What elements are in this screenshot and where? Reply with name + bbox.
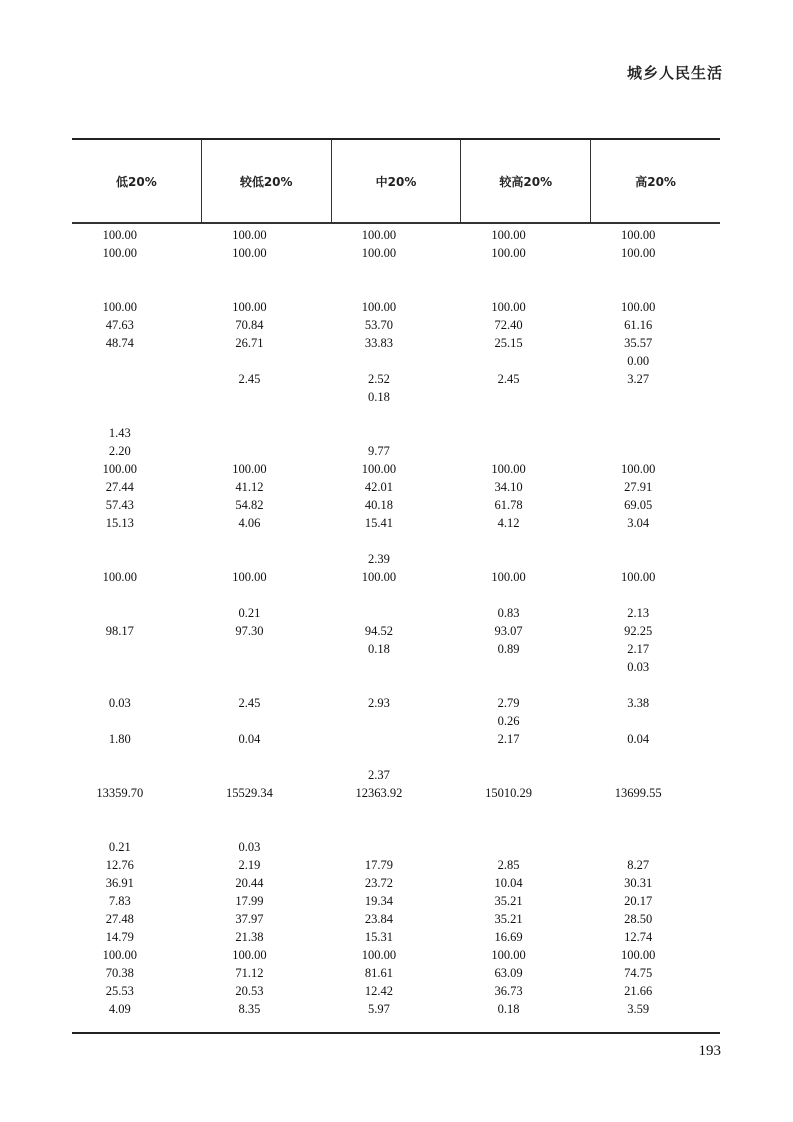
table-row — [72, 928, 720, 946]
table-cell: 100.00 — [232, 462, 267, 476]
table-cell: 17.79 — [364, 858, 394, 872]
table-cell: 20.17 — [624, 894, 653, 908]
table-row — [72, 730, 720, 748]
table-cell — [202, 712, 332, 730]
table-cell: 100.00 — [102, 228, 137, 242]
table-cell: 2.37 — [368, 768, 390, 782]
table-cell: 0.83 — [497, 606, 520, 620]
table-cell: 2.45 — [238, 372, 261, 386]
table-cell: 100.00 — [491, 948, 526, 962]
table-cell: 25.53 — [105, 984, 134, 998]
table-row — [72, 352, 720, 370]
column-header-high-20: 高20% — [635, 174, 676, 189]
table-cell: 15.41 — [364, 516, 394, 530]
table-cell: 12.42 — [364, 984, 394, 998]
table-cell: 0.00 — [627, 354, 650, 368]
table-cell: 4.06 — [238, 516, 261, 530]
table-cell: 2.17 — [627, 642, 650, 656]
table-cell: 2.45 — [497, 372, 520, 386]
table-cell: 100.00 — [491, 228, 526, 242]
table-cell — [202, 766, 332, 784]
table-cell: 100.00 — [102, 462, 137, 476]
table-cell — [331, 424, 461, 442]
page-number: 193 — [698, 1043, 721, 1059]
table-cell — [72, 712, 202, 730]
table-cell: 48.74 — [105, 336, 134, 350]
table-cell: 61.16 — [624, 318, 653, 332]
table-row — [72, 640, 720, 658]
table-cell: 0.04 — [627, 732, 650, 746]
table-cell: 23.84 — [364, 912, 394, 926]
table-cell: 12.74 — [624, 930, 653, 944]
table-cell: 100.00 — [102, 948, 137, 962]
table-row — [72, 604, 720, 622]
table-row — [72, 316, 720, 334]
table-cell: 0.18 — [497, 1002, 520, 1016]
table-cell: 100.00 — [232, 948, 267, 962]
table-row — [72, 658, 720, 676]
table-row — [72, 460, 720, 478]
table-cell — [202, 442, 332, 460]
table-cell — [331, 658, 461, 676]
table-row — [72, 334, 720, 352]
table-cell: 15.31 — [364, 930, 394, 944]
table-cell: 8.27 — [627, 858, 650, 872]
table-cell: 7.83 — [108, 894, 131, 908]
table-cell: 70.38 — [105, 966, 134, 980]
table-cell — [331, 838, 461, 856]
table-cell: 100.00 — [620, 462, 656, 476]
table-cell — [590, 766, 720, 784]
table-cell: 3.04 — [627, 516, 650, 530]
table-cell: 100.00 — [491, 300, 526, 314]
table-cell: 71.12 — [235, 966, 264, 980]
table-cell: 100.00 — [620, 228, 656, 242]
table-cell — [590, 442, 720, 460]
table-cell: 15.13 — [105, 516, 134, 530]
table-cell: 100.00 — [102, 246, 137, 260]
table-row — [72, 766, 720, 784]
table-cell: 100.00 — [361, 570, 397, 584]
table-cell: 35.57 — [624, 336, 653, 350]
table-cell: 93.07 — [494, 624, 523, 638]
table-cell: 70.84 — [235, 318, 264, 332]
table-cell: 27.48 — [105, 912, 134, 926]
table-cell — [461, 838, 591, 856]
table-cell — [72, 604, 202, 622]
table-cell — [72, 640, 202, 658]
table-cell: 100.00 — [232, 570, 267, 584]
table-cell: 13359.70 — [96, 786, 144, 800]
table-cell: 3.59 — [627, 1002, 650, 1016]
table-cell: 0.03 — [108, 696, 131, 710]
table-cell: 100.00 — [102, 570, 137, 584]
table-row — [72, 910, 720, 928]
table-cell: 2.17 — [497, 732, 520, 746]
table-cell — [202, 352, 332, 370]
table-row — [72, 694, 720, 712]
table-cell: 42.01 — [364, 480, 394, 494]
table-cell: 0.18 — [368, 390, 390, 404]
table-cell: 100.00 — [620, 570, 656, 584]
table-cell: 27.44 — [105, 480, 134, 494]
table-row — [72, 226, 720, 244]
table-cell: 26.71 — [235, 336, 264, 350]
table-row — [72, 892, 720, 910]
table-cell: 0.03 — [238, 840, 261, 854]
table-cell: 2.52 — [368, 372, 390, 386]
table-cell: 20.53 — [235, 984, 264, 998]
table-cell — [331, 352, 461, 370]
table-cell: 100.00 — [102, 300, 137, 314]
table-cell: 100.00 — [491, 462, 526, 476]
table-row — [72, 568, 720, 586]
table-cell: 4.09 — [108, 1002, 131, 1016]
column-header-low-20: 低20% — [72, 140, 202, 222]
table-cell: 28.50 — [624, 912, 653, 926]
table-row — [72, 622, 720, 640]
table-cell: 2.39 — [368, 552, 390, 566]
table-cell: 9.77 — [368, 444, 390, 458]
table-cell: 100.00 — [361, 246, 397, 260]
table-cell — [202, 424, 332, 442]
table-cell: 81.61 — [364, 966, 394, 980]
table-cell: 27.91 — [624, 480, 653, 494]
table-cell: 63.09 — [494, 966, 523, 980]
column-header-middle-20: 中20% — [332, 140, 462, 222]
table-cell: 4.12 — [497, 516, 520, 530]
table-row — [72, 370, 720, 388]
table-cell: 100.00 — [232, 246, 267, 260]
table-cell — [590, 838, 720, 856]
table-cell: 61.78 — [494, 498, 523, 512]
table-cell: 0.89 — [497, 642, 520, 656]
table-cell — [590, 388, 720, 406]
table-cell: 21.66 — [624, 984, 653, 998]
table-cell: 92.25 — [624, 624, 653, 638]
table-cell: 2.93 — [368, 696, 390, 710]
table-cell: 15529.34 — [225, 786, 273, 800]
table-cell: 30.31 — [624, 876, 653, 890]
table-cell: 53.70 — [364, 318, 394, 332]
table-cell: 72.40 — [494, 318, 523, 332]
table-cell: 100.00 — [491, 570, 526, 584]
table-row — [72, 784, 720, 802]
table-cell — [72, 388, 202, 406]
table-cell — [331, 712, 461, 730]
table-cell — [461, 352, 591, 370]
table-cell: 40.18 — [364, 498, 394, 512]
table-cell — [331, 604, 461, 622]
table-cell: 36.91 — [105, 876, 134, 890]
table-cell: 100.00 — [361, 228, 397, 242]
table-cell — [202, 388, 332, 406]
table-cell — [461, 388, 591, 406]
table-row — [72, 838, 720, 856]
table-cell: 100.00 — [361, 300, 397, 314]
table-cell: 54.82 — [235, 498, 264, 512]
table-cell: 2.45 — [238, 696, 261, 710]
table-cell: 12.76 — [105, 858, 134, 872]
table-cell — [590, 424, 720, 442]
table-cell: 2.79 — [497, 696, 520, 710]
table-cell: 20.44 — [235, 876, 264, 890]
table-cell: 19.34 — [364, 894, 394, 908]
running-head: 城乡人民生活 — [626, 64, 723, 82]
table-cell: 1.80 — [108, 732, 131, 746]
table-cell: 100.00 — [232, 228, 267, 242]
data-table — [72, 138, 720, 1029]
table-cell: 21.38 — [235, 930, 264, 944]
table-cell — [72, 766, 202, 784]
table-cell — [72, 352, 202, 370]
table-cell: 2.85 — [497, 858, 520, 872]
table-cell — [72, 658, 202, 676]
table-body — [72, 224, 720, 1029]
table-cell — [590, 550, 720, 568]
table-cell — [461, 658, 591, 676]
table-cell — [461, 442, 591, 460]
table-cell: 0.26 — [497, 714, 520, 728]
table-cell: 16.69 — [494, 930, 523, 944]
table-cell: 0.21 — [238, 606, 261, 620]
table-cell: 35.21 — [494, 894, 523, 908]
table-cell: 69.05 — [624, 498, 653, 512]
table-row — [72, 982, 720, 1000]
table-cell: 25.15 — [494, 336, 523, 350]
table-row — [72, 856, 720, 874]
table-cell: 100.00 — [620, 948, 656, 962]
table-cell: 41.12 — [235, 480, 264, 494]
table-cell: 97.30 — [235, 624, 264, 638]
table-row — [72, 514, 720, 532]
table-row — [72, 388, 720, 406]
table-cell: 1.43 — [108, 426, 131, 440]
table-row — [72, 946, 720, 964]
table-cell: 14.79 — [105, 930, 134, 944]
table-cell: 100.00 — [620, 246, 656, 260]
table-cell: 94.52 — [364, 624, 394, 638]
table-cell: 15010.29 — [485, 786, 533, 800]
table-row — [72, 496, 720, 514]
table-row — [72, 442, 720, 460]
table-cell: 8.35 — [238, 1002, 261, 1016]
table-row — [72, 874, 720, 892]
table-row — [72, 478, 720, 496]
table-cell: 100.00 — [491, 246, 526, 260]
table-cell: 100.00 — [361, 948, 397, 962]
column-header-higher-20: 较高20% — [461, 140, 591, 222]
table-cell: 34.10 — [494, 480, 523, 494]
table-cell: 3.27 — [627, 372, 650, 386]
table-cell: 0.21 — [108, 840, 131, 854]
table-cell — [202, 658, 332, 676]
table-cell — [331, 730, 461, 748]
table-header-row — [72, 140, 720, 224]
table-cell: 0.18 — [368, 642, 390, 656]
table-cell: 17.99 — [235, 894, 264, 908]
table-cell — [72, 550, 202, 568]
table-cell — [461, 766, 591, 784]
table-cell: 47.63 — [105, 318, 134, 332]
table-row — [72, 424, 720, 442]
table-cell: 37.97 — [235, 912, 264, 926]
table-cell — [202, 550, 332, 568]
table-row — [72, 298, 720, 316]
table-cell: 0.03 — [627, 660, 650, 674]
table-cell: 33.83 — [364, 336, 394, 350]
table-cell: 13699.55 — [614, 786, 662, 800]
table-row — [72, 550, 720, 568]
table-cell: 5.97 — [368, 1002, 390, 1016]
table-cell: 74.75 — [624, 966, 653, 980]
table-cell — [590, 712, 720, 730]
table-cell — [461, 550, 591, 568]
table-row — [72, 244, 720, 262]
table-cell — [461, 424, 591, 442]
table-cell: 98.17 — [105, 624, 134, 638]
table-cell: 2.20 — [108, 444, 131, 458]
table-cell: 12363.92 — [355, 786, 403, 800]
table-row — [72, 1000, 720, 1018]
table-bottom-rule — [72, 1032, 720, 1037]
table-cell — [202, 640, 332, 658]
table-cell: 23.72 — [364, 876, 394, 890]
table-cell: 57.43 — [105, 498, 134, 512]
table-cell: 36.73 — [494, 984, 523, 998]
table-cell: 100.00 — [361, 462, 397, 476]
table-cell: 100.00 — [232, 300, 267, 314]
table-cell: 0.04 — [238, 732, 261, 746]
table-row — [72, 712, 720, 730]
table-cell — [72, 370, 202, 388]
table-cell: 3.38 — [627, 696, 650, 710]
table-cell: 10.04 — [494, 876, 523, 890]
table-cell: 2.19 — [238, 858, 261, 872]
table-cell: 35.21 — [494, 912, 523, 926]
table-cell: 100.00 — [620, 300, 656, 314]
table-cell: 2.13 — [627, 606, 650, 620]
table-row — [72, 964, 720, 982]
column-header-lower-20: 较低20% — [202, 140, 332, 222]
